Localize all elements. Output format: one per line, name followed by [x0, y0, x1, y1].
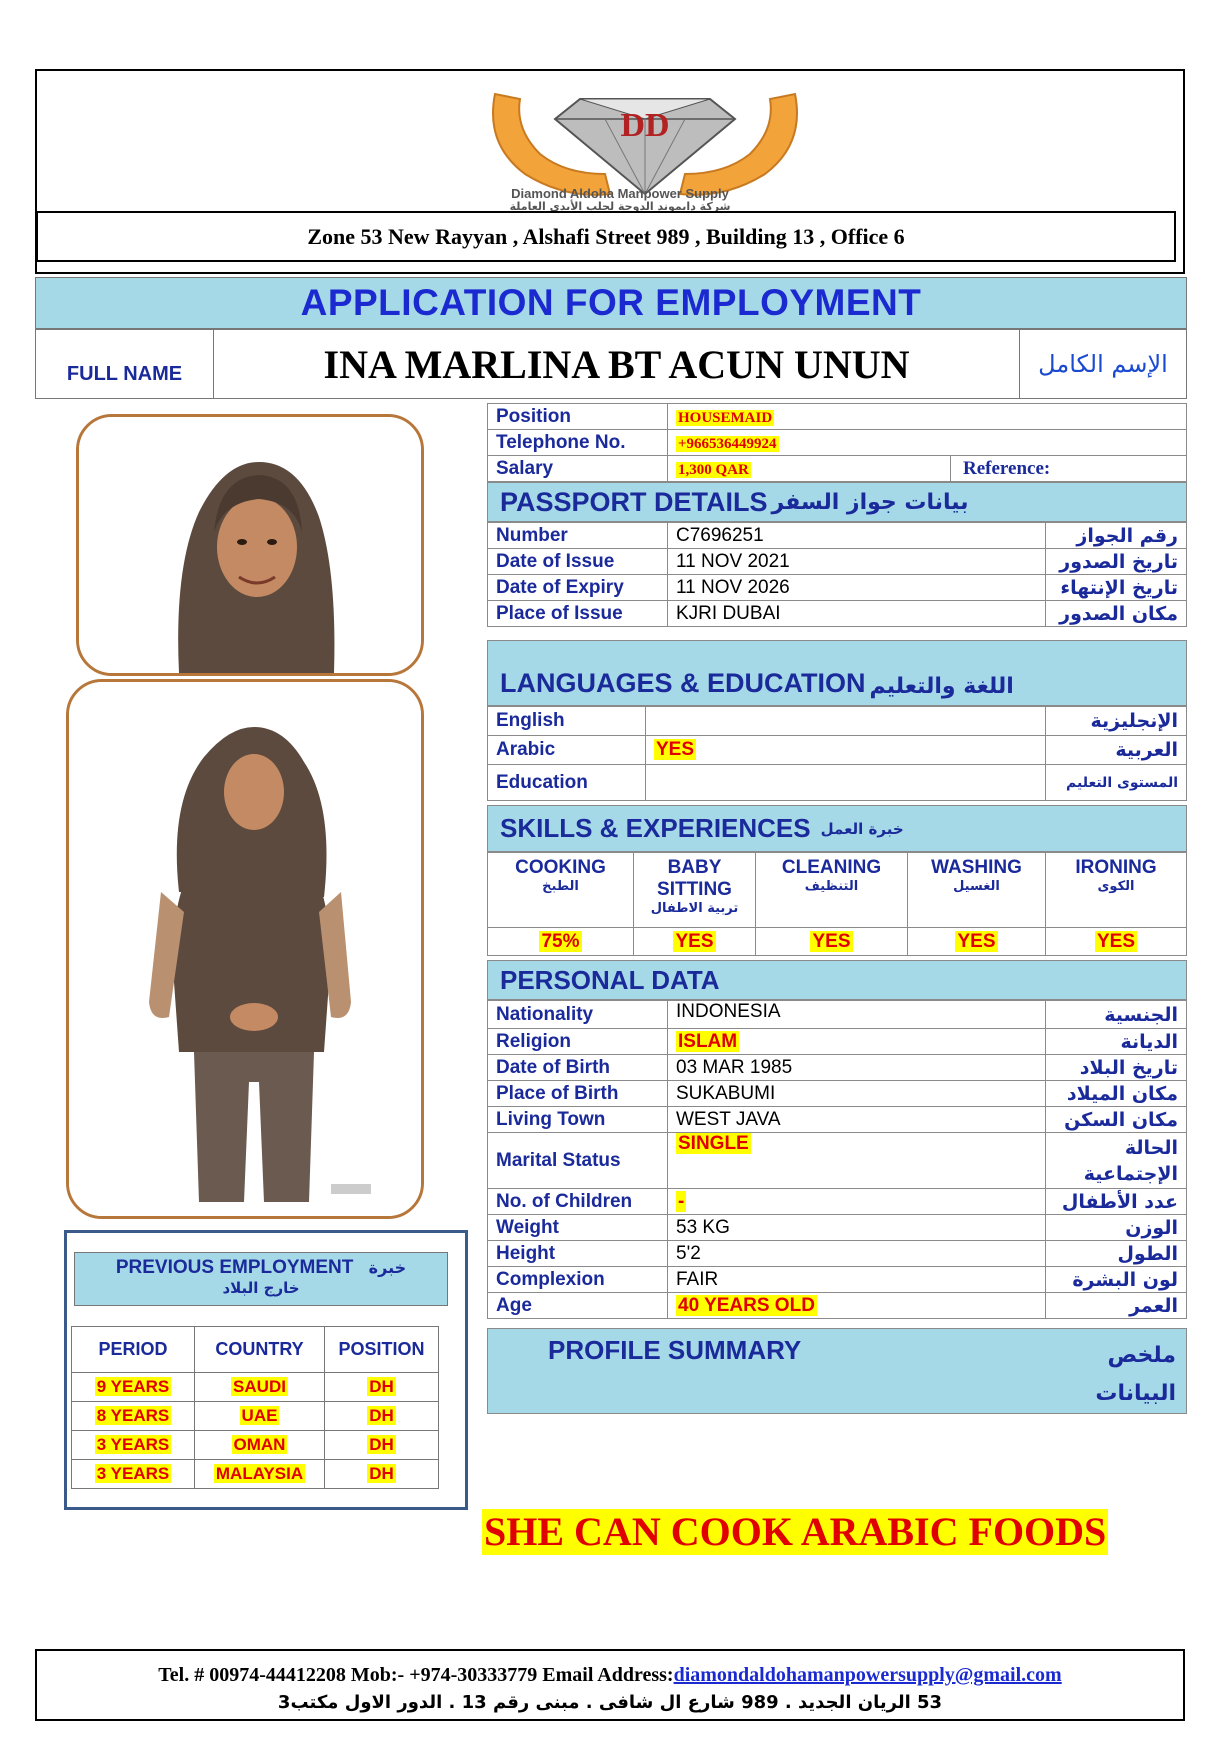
skills-heading [487, 805, 1187, 852]
education-label: Education [488, 765, 646, 801]
table-row [488, 853, 1187, 928]
position-value: DH [369, 1464, 394, 1483]
table-row [488, 404, 1187, 430]
skill-washing [908, 853, 1046, 928]
table-row [488, 1055, 1187, 1081]
religion-label: Religion [488, 1029, 668, 1055]
place-of-issue-value: KJRI DUBAI [668, 601, 1046, 627]
skill-ironing-value-cell [1046, 928, 1187, 956]
table-row [488, 601, 1187, 627]
table-row [488, 430, 1187, 456]
religion-cell [668, 1029, 1046, 1055]
marital-status-cell [668, 1133, 1046, 1189]
expiry-date-ar: تاريخ الإنتهاء [1046, 575, 1187, 601]
portrait-photo [76, 414, 424, 676]
country-value: OMAN [233, 1435, 286, 1454]
skill-value: YES [957, 930, 996, 952]
personal-heading: PERSONAL DATA [487, 960, 1187, 1000]
dob-label: Date of Birth [488, 1055, 668, 1081]
skill-value: 75% [541, 930, 580, 952]
arabic-cell [646, 736, 1046, 765]
country-cell [195, 1431, 325, 1460]
arabic-label: Arabic [488, 736, 646, 765]
full-name-value: INA MARLINA BT ACUN UNUN [214, 330, 1020, 398]
english-value [646, 707, 1046, 736]
expiry-date-label: Date of Expiry [488, 575, 668, 601]
nationality-value: INDONESIA [668, 1001, 1046, 1029]
skill-value: YES [675, 930, 714, 952]
company-name-en: Diamond Aldoha Manpower Supply [511, 186, 729, 201]
footer-address-ar: 53 الريان الجديد . 989 شارع ال شافى . مبنى رقم 13 . الدور الاول مكتب3 [277, 1692, 943, 1713]
skill-name: COOKING [515, 857, 606, 878]
education-value [646, 765, 1046, 801]
personal-table [487, 1000, 1187, 1319]
previous-employment-heading-en: PREVIOUS EMPLOYMENT [115, 1257, 354, 1278]
living-town-label: Living Town [488, 1107, 668, 1133]
height-ar: الطول [1046, 1241, 1187, 1267]
skill-name-ar: تربية الاطفال [650, 901, 739, 916]
skill-name: SITTING [657, 879, 732, 900]
table-row [488, 1081, 1187, 1107]
skill-value: YES [812, 930, 851, 952]
skill-washing-value-cell [908, 928, 1046, 956]
reference-label: Reference: [951, 456, 1187, 482]
period-value: 3 YEARS [96, 1435, 170, 1454]
height-value: 5'2 [668, 1241, 1046, 1267]
marital-status-value: SINGLE [678, 1133, 749, 1154]
company-address: Zone 53 New Rayyan , Alshafi Street 989 , Building 13 , Office 6 [36, 211, 1176, 262]
children-cell [668, 1189, 1046, 1215]
age-ar: العمر [1046, 1293, 1187, 1319]
full-body-image [69, 682, 421, 1216]
position-value: HOUSEMAID [678, 409, 773, 426]
salary-label: Salary [488, 456, 668, 482]
position-cell [325, 1402, 439, 1431]
telephone-value: +966536449924 [678, 435, 777, 452]
table-row [488, 549, 1187, 575]
skill-name: IRONING [1075, 857, 1157, 878]
height-label: Height [488, 1241, 668, 1267]
skill-cooking [488, 853, 634, 928]
languages-heading-en: LANGUAGES & EDUCATION [500, 668, 866, 698]
languages-table [487, 706, 1187, 801]
table-row [488, 1267, 1187, 1293]
column-header-position: POSITION [325, 1327, 439, 1373]
position-value: DH [369, 1377, 394, 1396]
country-value: MALAYSIA [215, 1464, 304, 1483]
education-ar: المستوى التعليم [1046, 765, 1187, 801]
marital-status-ar-line: الحالة [1124, 1136, 1178, 1159]
column-header-period: PERIOD [72, 1327, 195, 1373]
age-cell [668, 1293, 1046, 1319]
nationality-label: Nationality [488, 1001, 668, 1029]
table-row [488, 1001, 1187, 1029]
table-row [488, 1107, 1187, 1133]
period-value: 8 YEARS [96, 1406, 170, 1425]
cook-banner: SHE CAN COOK ARABIC FOODS [484, 1509, 1107, 1554]
table-row [72, 1402, 439, 1431]
salary-cell [668, 456, 951, 482]
expiry-date-value: 11 NOV 2026 [668, 575, 1046, 601]
svg-text:DD: DD [620, 107, 670, 144]
skill-cooking-value-cell [488, 928, 634, 956]
place-of-issue-ar: مكان الصدور [1046, 601, 1187, 627]
passport-number-ar: رقم الجواز [1046, 523, 1187, 549]
period-value: 3 YEARS [96, 1464, 170, 1483]
table-row [488, 456, 1187, 482]
profile-summary-heading: PROFILE SUMMARY [548, 1335, 802, 1365]
table-row [488, 1029, 1187, 1055]
issue-date-value: 11 NOV 2021 [668, 549, 1046, 575]
place-of-issue-label: Place of Issue [488, 601, 668, 627]
weight-ar: الوزن [1046, 1215, 1187, 1241]
table-row [488, 736, 1187, 765]
languages-heading-ar: اللغة والتعليم [869, 674, 1014, 699]
position-cell [325, 1460, 439, 1489]
country-cell [195, 1402, 325, 1431]
profile-summary-section [487, 1328, 1187, 1414]
position-cell [325, 1431, 439, 1460]
issue-date-label: Date of Issue [488, 549, 668, 575]
skill-name-ar: التنظيف [804, 879, 859, 894]
full-name-label: FULL NAME [36, 330, 214, 398]
skill-name-ar: الطبخ [542, 879, 579, 894]
passport-number-value: C7696251 [668, 523, 1046, 549]
table-row [488, 1189, 1187, 1215]
marital-status-label: Marital Status [488, 1133, 668, 1189]
skill-cleaning [756, 853, 908, 928]
passport-heading-ar: بيانات جواز السفر [771, 489, 969, 515]
table-row [488, 523, 1187, 549]
complexion-value: FAIR [668, 1267, 1046, 1293]
skill-value: YES [1096, 930, 1136, 952]
skill-name: WASHING [931, 857, 1022, 878]
table-row [72, 1460, 439, 1489]
period-value: 9 YEARS [96, 1377, 170, 1396]
country-value: UAE [241, 1406, 278, 1425]
footer-contact-line: Tel. # 00974-44412208 Mob:- +974-30333779 Email Address: [158, 1664, 674, 1686]
english-ar: الإنجليزية [1046, 707, 1187, 736]
skill-cleaning-value-cell [756, 928, 908, 956]
footer-email-link[interactable]: diamondaldohamanpowersupply@gmail.com [673, 1664, 1062, 1686]
position-value: DH [369, 1435, 394, 1454]
living-town-ar: مكان السكن [1046, 1107, 1187, 1133]
profile-summary-ar-line: ملخص [1107, 1343, 1176, 1368]
telephone-label: Telephone No. [488, 430, 668, 456]
skill-name-ar: الغسيل [953, 879, 1000, 894]
nationality-ar: الجنسية [1046, 1001, 1187, 1029]
weight-label: Weight [488, 1215, 668, 1241]
skill-baby-sitting-value-cell [634, 928, 756, 956]
telephone-cell [668, 430, 1187, 456]
children-ar: عدد الأطفال [1046, 1189, 1187, 1215]
skill-name: BABY [667, 857, 722, 878]
table-row [488, 1215, 1187, 1241]
period-cell [72, 1431, 195, 1460]
passport-table [487, 522, 1187, 627]
period-cell [72, 1402, 195, 1431]
complexion-ar: لون البشرة [1046, 1267, 1187, 1293]
salary-value: 1,300 QAR [678, 461, 749, 478]
passport-heading [487, 482, 1187, 522]
age-label: Age [488, 1293, 668, 1319]
full-name-label-ar: الإسم الكامل [1038, 350, 1168, 378]
column-header-country: COUNTRY [195, 1327, 325, 1373]
table-row [488, 765, 1187, 801]
position-label: Position [488, 404, 668, 430]
weight-value: 53 KG [668, 1215, 1046, 1241]
position-value: DH [369, 1406, 394, 1425]
birthplace-label: Place of Birth [488, 1081, 668, 1107]
country-cell [195, 1460, 325, 1489]
dob-ar: تاريخ البلاد [1046, 1055, 1187, 1081]
skills-heading-en: SKILLS & EXPERIENCES [500, 813, 811, 843]
passport-heading-en: PASSPORT DETAILS [500, 486, 768, 517]
country-cell [195, 1373, 325, 1402]
children-value: - [678, 1190, 685, 1212]
position-cell [668, 404, 1187, 430]
living-town-value: WEST JAVA [668, 1107, 1046, 1133]
portrait-image [79, 417, 421, 673]
previous-employment-heading [74, 1252, 448, 1306]
footer-contact [35, 1649, 1185, 1721]
period-cell [72, 1460, 195, 1489]
table-row [488, 575, 1187, 601]
marital-status-ar-line: الإجتماعية [1083, 1162, 1178, 1185]
full-body-photo [66, 679, 424, 1219]
table-row [72, 1431, 439, 1460]
period-cell [72, 1373, 195, 1402]
table-row [488, 1241, 1187, 1267]
arabic-value: YES [656, 739, 695, 760]
page-title: APPLICATION FOR EMPLOYMENT [35, 277, 1187, 329]
job-table [487, 403, 1187, 482]
religion-value: ISLAM [678, 1030, 738, 1052]
children-label: No. of Children [488, 1189, 668, 1215]
marital-status-ar [1046, 1133, 1187, 1189]
profile-summary-ar-line: البيانات [1095, 1381, 1176, 1406]
company-name-ar: شركة دايموند الدوحة لجلب الأيدي العاملة [509, 200, 731, 213]
passport-number-label: Number [488, 523, 668, 549]
table-row [488, 1133, 1187, 1189]
previous-employment-table [71, 1326, 439, 1489]
table-row [488, 928, 1187, 956]
skill-ironing [1046, 853, 1187, 928]
previous-employment-heading-ar: خارج البلاد [222, 1279, 300, 1297]
skills-heading-ar: خبرة العمل [820, 819, 904, 838]
birthplace-value: SUKABUMI [668, 1081, 1046, 1107]
skills-table [487, 852, 1187, 956]
profile-summary-heading-ar [1095, 1337, 1176, 1413]
languages-heading [487, 640, 1187, 706]
country-value: SAUDI [233, 1377, 286, 1396]
previous-employment-heading-ar: خبرة [368, 1258, 407, 1277]
skill-name: CLEANING [781, 857, 882, 878]
complexion-label: Complexion [488, 1267, 668, 1293]
religion-ar: الديانة [1046, 1029, 1187, 1055]
issue-date-ar: تاريخ الصدور [1046, 549, 1187, 575]
birthplace-ar: مكان الميلاد [1046, 1081, 1187, 1107]
position-cell [325, 1373, 439, 1402]
skill-baby-sitting [634, 853, 756, 928]
dob-value: 03 MAR 1985 [668, 1055, 1046, 1081]
full-name-row [35, 329, 1187, 399]
table-header-row [72, 1327, 439, 1373]
skill-name-ar: الكوى [1097, 879, 1135, 894]
age-value: 40 YEARS OLD [678, 1294, 815, 1316]
arabic-ar: العربية [1046, 736, 1187, 765]
english-label: English [488, 707, 646, 736]
table-row [72, 1373, 439, 1402]
table-row [488, 707, 1187, 736]
table-row [488, 1293, 1187, 1319]
